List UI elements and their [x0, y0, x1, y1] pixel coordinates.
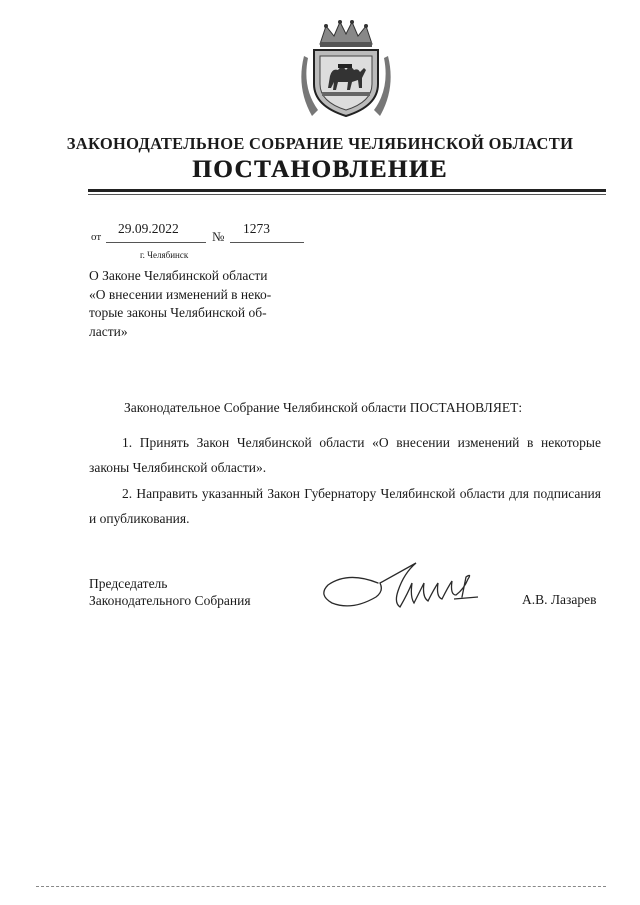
city-label: г. Челябинск [140, 250, 189, 260]
coat-of-arms-icon [298, 18, 394, 120]
number-prefix: № [212, 229, 225, 244]
header-divider-thin [88, 194, 606, 195]
subject-line: «О внесении изменений в неко- [89, 286, 272, 302]
subject-line: ласти» [89, 323, 128, 339]
document-subject [89, 267, 285, 341]
subject-line: О Законе Челябинской области [89, 268, 268, 283]
header-divider-thick [88, 189, 606, 192]
resolution-item-2: 2. Направить указанный Закон Губернатору Челябинской области для подписания и опубликования. [89, 486, 601, 526]
organization-title: ЗАКОНОДАТЕЛЬНОЕ СОБРАНИЕ ЧЕЛЯБИНСКОЙ ОБЛАСТИ [66, 134, 574, 153]
date-underline [106, 242, 206, 243]
document-number: 1273 [243, 221, 270, 236]
document-type-title: ПОСТАНОВЛЕНИЕ [192, 156, 448, 183]
subject-line: торые законы Челябинской об- [89, 305, 267, 320]
date-prefix: от [91, 231, 102, 243]
signer-position [89, 575, 251, 609]
signer-position-line: Законодательного Собрания [89, 593, 251, 608]
resolution-item-1: 1. Принять Закон Челябинской области «О внесении изменений в некоторые законы Челябинской области». [89, 435, 601, 475]
signer-name: А.В. Лазарев [522, 592, 597, 607]
page-bottom-edge [36, 886, 606, 887]
preamble: Законодательное Собрание Челябинской области ПОСТАНОВЛЯЕТ: [124, 400, 523, 415]
signer-position-line: Председатель [89, 576, 168, 591]
document-date: 29.09.2022 [118, 221, 179, 236]
number-underline [230, 242, 304, 243]
handwritten-signature-icon [318, 553, 488, 621]
